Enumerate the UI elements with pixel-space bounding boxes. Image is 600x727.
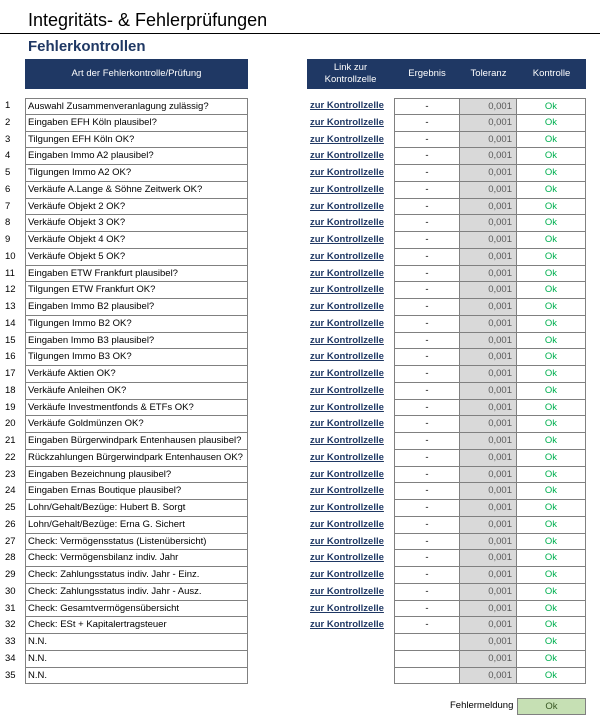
row-number: 2 bbox=[5, 116, 11, 128]
result-cell: - bbox=[394, 182, 460, 199]
tolerance-cell: 0,001 bbox=[460, 500, 517, 517]
tolerance-cell: 0,001 bbox=[460, 349, 517, 366]
control-cell-link bbox=[307, 668, 394, 685]
check-description: Verkäufe Aktien OK? bbox=[25, 366, 248, 383]
table-row bbox=[0, 601, 600, 618]
control-status-cell: Ok bbox=[517, 416, 586, 433]
result-cell: - bbox=[394, 266, 460, 283]
check-description: Check: Vermögensstatus (Listenübersicht) bbox=[25, 534, 248, 551]
status-value: Ok bbox=[517, 698, 586, 715]
table-row bbox=[0, 148, 600, 165]
result-cell: - bbox=[394, 500, 460, 517]
row-number: 26 bbox=[5, 518, 16, 530]
result-cell: - bbox=[394, 383, 460, 400]
section-title: Fehlerkontrollen bbox=[28, 38, 146, 55]
header-ergebnis: Ergebnis bbox=[394, 59, 460, 89]
result-cell: - bbox=[394, 366, 460, 383]
check-description: Check: ESt + Kapitalertragsteuer bbox=[25, 617, 248, 634]
row-number: 21 bbox=[5, 435, 16, 446]
result-cell: - bbox=[394, 132, 460, 149]
result-cell: - bbox=[394, 349, 460, 366]
row-number: 11 bbox=[5, 267, 15, 279]
row-number: 10 bbox=[5, 250, 16, 262]
control-status-cell: Ok bbox=[517, 349, 586, 366]
tolerance-cell: 0,001 bbox=[460, 651, 517, 668]
control-status-cell: Ok bbox=[517, 517, 586, 534]
control-status-cell: Ok bbox=[517, 668, 586, 685]
result-cell: - bbox=[394, 165, 460, 182]
control-status-cell: Ok bbox=[517, 651, 586, 668]
tolerance-cell: 0,001 bbox=[460, 366, 517, 383]
check-description: Verkäufe Objekt 4 OK? bbox=[25, 232, 248, 249]
header-link: Link zur Kontrollzelle bbox=[307, 59, 394, 89]
result-cell: - bbox=[394, 199, 460, 216]
control-cell-link[interactable]: zur Kontrollzelle bbox=[310, 284, 384, 296]
table-row bbox=[0, 567, 600, 584]
control-cell-link[interactable]: zur Kontrollzelle bbox=[310, 485, 384, 497]
check-description: Verkäufe A.Lange & Söhne Zeitwerk OK? bbox=[25, 182, 248, 199]
control-status-cell: Ok bbox=[517, 584, 586, 601]
result-cell: - bbox=[394, 517, 460, 534]
control-cell-link[interactable]: zur Kontrollzelle bbox=[310, 602, 384, 614]
control-cell-link[interactable]: zur Kontrollzelle bbox=[310, 150, 384, 162]
row-number: 4 bbox=[5, 150, 11, 162]
tolerance-cell: 0,001 bbox=[460, 115, 517, 132]
row-number: 25 bbox=[5, 502, 16, 513]
control-status-cell: Ok bbox=[517, 148, 586, 165]
control-status-cell: Ok bbox=[517, 165, 586, 182]
table-row bbox=[0, 249, 600, 266]
row-number: 27 bbox=[5, 535, 16, 547]
row-number: 8 bbox=[5, 217, 11, 229]
control-status-cell: Ok bbox=[517, 400, 586, 417]
control-status-cell: Ok bbox=[517, 383, 586, 400]
control-cell-link[interactable]: zur Kontrollzelle bbox=[310, 468, 384, 480]
tolerance-cell: 0,001 bbox=[460, 249, 517, 266]
check-description: Check: Zahlungsstatus indiv. Jahr - Ausz. bbox=[25, 584, 248, 601]
row-number: 1 bbox=[5, 100, 11, 111]
control-status-cell: Ok bbox=[517, 333, 586, 350]
table-row bbox=[0, 534, 600, 551]
tolerance-cell: 0,001 bbox=[460, 567, 517, 584]
table-row bbox=[0, 668, 600, 685]
tolerance-cell: 0,001 bbox=[460, 98, 517, 115]
check-description: Tilgungen EFH Köln OK? bbox=[25, 132, 248, 149]
control-status-cell: Ok bbox=[517, 199, 586, 216]
row-number: 23 bbox=[5, 468, 16, 480]
control-status-cell: Ok bbox=[517, 483, 586, 500]
table-row bbox=[0, 215, 600, 232]
result-cell: - bbox=[394, 467, 460, 484]
control-status-cell: Ok bbox=[517, 282, 586, 299]
control-cell-link bbox=[307, 651, 394, 668]
control-status-cell: Ok bbox=[517, 450, 586, 467]
result-cell: - bbox=[394, 215, 460, 232]
control-cell-link[interactable]: zur Kontrollzelle bbox=[310, 418, 384, 430]
result-cell bbox=[394, 668, 460, 685]
row-number: 31 bbox=[5, 602, 16, 614]
tolerance-cell: 0,001 bbox=[460, 517, 517, 534]
row-number: 12 bbox=[5, 284, 16, 296]
row-number: 34 bbox=[5, 652, 16, 664]
check-description: Verkäufe Objekt 3 OK? bbox=[25, 215, 248, 232]
table-row bbox=[0, 333, 600, 350]
control-cell-link bbox=[307, 634, 394, 651]
check-description: Eingaben EFH Köln plausibel? bbox=[25, 115, 248, 132]
row-number: 13 bbox=[5, 301, 16, 312]
row-number: 5 bbox=[5, 167, 11, 178]
tolerance-cell: 0,001 bbox=[460, 534, 517, 551]
result-cell: - bbox=[394, 148, 460, 165]
header-art: Art der Fehlerkontrolle/Prüfung bbox=[25, 59, 248, 89]
control-cell-link[interactable]: zur Kontrollzelle bbox=[310, 535, 384, 547]
result-cell: - bbox=[394, 450, 460, 467]
row-number: 16 bbox=[5, 351, 16, 363]
control-status-cell: Ok bbox=[517, 299, 586, 316]
table-row bbox=[0, 500, 600, 517]
table-row bbox=[0, 483, 600, 500]
control-status-cell: Ok bbox=[517, 567, 586, 584]
check-description: Tilgungen Immo B2 OK? bbox=[25, 316, 248, 333]
check-description: Verkäufe Objekt 5 OK? bbox=[25, 249, 248, 266]
check-description: Eingaben Immo B3 plausibel? bbox=[25, 333, 248, 350]
row-number: 29 bbox=[5, 569, 16, 580]
tolerance-cell: 0,001 bbox=[460, 132, 517, 149]
control-cell-link[interactable]: zur Kontrollzelle bbox=[310, 435, 384, 446]
control-cell-link[interactable]: zur Kontrollzelle bbox=[310, 217, 384, 229]
control-status-cell: Ok bbox=[517, 249, 586, 266]
result-cell: - bbox=[394, 601, 460, 618]
tolerance-cell: 0,001 bbox=[460, 416, 517, 433]
check-description: Lohn/Gehalt/Bezüge: Hubert B. Sorgt bbox=[25, 500, 248, 517]
table-row bbox=[0, 433, 600, 450]
control-cell-link[interactable]: zur Kontrollzelle bbox=[310, 451, 384, 463]
control-status-cell: Ok bbox=[517, 98, 586, 115]
control-status-cell: Ok bbox=[517, 115, 586, 132]
check-description: Eingaben Immo B2 plausibel? bbox=[25, 299, 248, 316]
control-status-cell: Ok bbox=[517, 550, 586, 567]
tolerance-cell: 0,001 bbox=[460, 148, 517, 165]
row-number: 19 bbox=[5, 401, 16, 413]
check-description: Verkäufe Objekt 2 OK? bbox=[25, 199, 248, 216]
page-title: Integritäts- & Fehlerprüfungen bbox=[28, 10, 268, 30]
tolerance-cell: 0,001 bbox=[460, 668, 517, 685]
tolerance-cell: 0,001 bbox=[460, 165, 517, 182]
control-status-cell: Ok bbox=[517, 534, 586, 551]
table-row bbox=[0, 349, 600, 366]
result-cell: - bbox=[394, 534, 460, 551]
control-status-cell: Ok bbox=[517, 601, 586, 618]
control-cell-link[interactable]: zur Kontrollzelle bbox=[310, 585, 384, 597]
tolerance-cell: 0,001 bbox=[460, 601, 517, 618]
check-description: Eingaben Ernas Boutique plausibel? bbox=[25, 483, 248, 500]
check-description: Eingaben Bezeichnung plausibel? bbox=[25, 467, 248, 484]
tolerance-cell: 0,001 bbox=[460, 282, 517, 299]
check-description: Rückzahlungen Bürgerwindpark Entenhausen OK? bbox=[25, 450, 248, 467]
tolerance-cell: 0,001 bbox=[460, 232, 517, 249]
table-row bbox=[0, 182, 600, 199]
result-cell: - bbox=[394, 550, 460, 567]
control-status-cell: Ok bbox=[517, 266, 586, 283]
result-cell: - bbox=[394, 584, 460, 601]
tolerance-cell: 0,001 bbox=[460, 299, 517, 316]
tolerance-cell: 0,001 bbox=[460, 182, 517, 199]
check-description: Verkäufe Investmentfonds & ETFs OK? bbox=[25, 400, 248, 417]
control-cell-link[interactable]: zur Kontrollzelle bbox=[310, 518, 384, 530]
control-status-cell: Ok bbox=[517, 316, 586, 333]
check-description: Check: Vermögensbilanz indiv. Jahr bbox=[25, 550, 248, 567]
table-row bbox=[0, 232, 600, 249]
control-status-cell: Ok bbox=[517, 215, 586, 232]
check-description: Check: Zahlungsstatus indiv. Jahr - Einz. bbox=[25, 567, 248, 584]
tolerance-cell: 0,001 bbox=[460, 617, 517, 634]
result-cell: - bbox=[394, 333, 460, 350]
table-row bbox=[0, 282, 600, 299]
table-row bbox=[0, 366, 600, 383]
control-cell-link[interactable]: zur Kontrollzelle bbox=[310, 267, 384, 279]
check-description: Eingaben ETW Frankfurt plausibel? bbox=[25, 266, 248, 283]
control-cell-link[interactable]: zur Kontrollzelle bbox=[310, 167, 384, 178]
table-row bbox=[0, 651, 600, 668]
tolerance-cell: 0,001 bbox=[460, 467, 517, 484]
tolerance-cell: 0,001 bbox=[460, 400, 517, 417]
control-cell-link[interactable]: zur Kontrollzelle bbox=[310, 334, 384, 346]
table-row bbox=[0, 416, 600, 433]
result-cell: - bbox=[394, 483, 460, 500]
control-status-cell: Ok bbox=[517, 366, 586, 383]
tolerance-cell: 0,001 bbox=[460, 199, 517, 216]
tolerance-cell: 0,001 bbox=[460, 483, 517, 500]
tolerance-cell: 0,001 bbox=[460, 333, 517, 350]
tolerance-cell: 0,001 bbox=[460, 433, 517, 450]
row-number: 18 bbox=[5, 384, 16, 396]
control-status-cell: Ok bbox=[517, 617, 586, 634]
tolerance-cell: 0,001 bbox=[460, 450, 517, 467]
result-cell: - bbox=[394, 617, 460, 634]
result-cell: - bbox=[394, 282, 460, 299]
row-number: 20 bbox=[5, 418, 16, 430]
control-status-cell: Ok bbox=[517, 467, 586, 484]
control-cell-link[interactable]: zur Kontrollzelle bbox=[310, 317, 384, 329]
control-cell-link[interactable]: zur Kontrollzelle bbox=[310, 116, 384, 128]
control-status-cell: Ok bbox=[517, 232, 586, 249]
table-row bbox=[0, 383, 600, 400]
table-row bbox=[0, 584, 600, 601]
table-row bbox=[0, 266, 600, 283]
table-row bbox=[0, 517, 600, 534]
result-cell: - bbox=[394, 249, 460, 266]
table-row bbox=[0, 199, 600, 216]
table-row bbox=[0, 98, 600, 115]
table-row bbox=[0, 299, 600, 316]
table-row bbox=[0, 316, 600, 333]
check-description: N.N. bbox=[25, 668, 248, 685]
control-cell-link[interactable]: zur Kontrollzelle bbox=[310, 234, 384, 245]
tolerance-cell: 0,001 bbox=[460, 383, 517, 400]
row-number: 15 bbox=[5, 334, 16, 346]
control-status-cell: Ok bbox=[517, 500, 586, 517]
tolerance-cell: 0,001 bbox=[460, 215, 517, 232]
check-description: Verkäufe Anleihen OK? bbox=[25, 383, 248, 400]
control-status-cell: Ok bbox=[517, 132, 586, 149]
check-description: Eingaben Bürgerwindpark Entenhausen plausibel? bbox=[25, 433, 248, 450]
check-description: Auswahl Zusammenveranlagung zulässig? bbox=[25, 98, 248, 115]
row-number: 14 bbox=[5, 317, 16, 329]
row-number: 7 bbox=[5, 200, 11, 212]
check-description: Tilgungen Immo B3 OK? bbox=[25, 349, 248, 366]
table-row bbox=[0, 634, 600, 651]
result-cell: - bbox=[394, 299, 460, 316]
check-description: Check: Gesamtvermögensübersicht bbox=[25, 601, 248, 618]
table-row bbox=[0, 400, 600, 417]
header-kontrolle: Kontrolle bbox=[517, 59, 586, 89]
table-row bbox=[0, 467, 600, 484]
check-description: Lohn/Gehalt/Bezüge: Erna G. Sichert bbox=[25, 517, 248, 534]
row-number: 9 bbox=[5, 234, 11, 245]
control-cell-link[interactable]: zur Kontrollzelle bbox=[310, 100, 384, 111]
check-description: Verkäufe Goldmünzen OK? bbox=[25, 416, 248, 433]
row-number: 6 bbox=[5, 183, 11, 195]
row-number: 28 bbox=[5, 552, 16, 564]
result-cell: - bbox=[394, 98, 460, 115]
control-cell-link[interactable]: zur Kontrollzelle bbox=[310, 200, 384, 212]
control-cell-link[interactable]: zur Kontrollzelle bbox=[310, 183, 384, 195]
control-cell-link[interactable]: zur Kontrollzelle bbox=[310, 368, 384, 379]
result-cell: - bbox=[394, 416, 460, 433]
control-cell-link[interactable]: zur Kontrollzelle bbox=[310, 619, 384, 631]
result-cell: - bbox=[394, 400, 460, 417]
control-cell-link[interactable]: zur Kontrollzelle bbox=[310, 351, 384, 363]
row-number: 32 bbox=[5, 619, 16, 631]
control-cell-link[interactable]: zur Kontrollzelle bbox=[310, 250, 384, 262]
tolerance-cell: 0,001 bbox=[460, 266, 517, 283]
result-cell bbox=[394, 634, 460, 651]
tolerance-cell: 0,001 bbox=[460, 634, 517, 651]
check-description: Tilgungen Immo A2 OK? bbox=[25, 165, 248, 182]
row-number: 35 bbox=[5, 669, 16, 681]
tolerance-cell: 0,001 bbox=[460, 316, 517, 333]
check-description: N.N. bbox=[25, 651, 248, 668]
table-row bbox=[0, 450, 600, 467]
control-cell-link[interactable]: zur Kontrollzelle bbox=[310, 552, 384, 564]
row-number: 22 bbox=[5, 451, 16, 463]
table-row bbox=[0, 617, 600, 634]
tolerance-cell: 0,001 bbox=[460, 550, 517, 567]
result-cell: - bbox=[394, 567, 460, 584]
checks-table bbox=[0, 98, 600, 684]
table-row bbox=[0, 132, 600, 149]
row-number: 24 bbox=[5, 485, 16, 497]
control-cell-link[interactable]: zur Kontrollzelle bbox=[310, 133, 384, 145]
control-status-cell: Ok bbox=[517, 182, 586, 199]
row-number: 17 bbox=[5, 368, 16, 379]
title-divider bbox=[0, 33, 600, 34]
control-status-cell: Ok bbox=[517, 433, 586, 450]
result-cell bbox=[394, 651, 460, 668]
control-cell-link[interactable]: zur Kontrollzelle bbox=[310, 384, 384, 396]
result-cell: - bbox=[394, 433, 460, 450]
control-cell-link[interactable]: zur Kontrollzelle bbox=[310, 569, 384, 580]
row-number: 30 bbox=[5, 585, 16, 597]
control-cell-link[interactable]: zur Kontrollzelle bbox=[310, 301, 384, 312]
control-status-cell: Ok bbox=[517, 634, 586, 651]
result-cell: - bbox=[394, 232, 460, 249]
result-cell: - bbox=[394, 115, 460, 132]
row-number: 33 bbox=[5, 636, 16, 647]
table-row bbox=[0, 165, 600, 182]
table-row bbox=[0, 115, 600, 132]
control-cell-link[interactable]: zur Kontrollzelle bbox=[310, 502, 384, 513]
row-number: 3 bbox=[5, 133, 11, 145]
table-row bbox=[0, 550, 600, 567]
result-cell: - bbox=[394, 316, 460, 333]
header-toleranz: Toleranz bbox=[460, 59, 517, 89]
check-description: Eingaben Immo A2 plausibel? bbox=[25, 148, 248, 165]
status-label: Fehlermeldung bbox=[450, 700, 514, 711]
control-cell-link[interactable]: zur Kontrollzelle bbox=[310, 401, 384, 413]
tolerance-cell: 0,001 bbox=[460, 584, 517, 601]
check-description: N.N. bbox=[25, 634, 248, 651]
check-description: Tilgungen ETW Frankfurt OK? bbox=[25, 282, 248, 299]
